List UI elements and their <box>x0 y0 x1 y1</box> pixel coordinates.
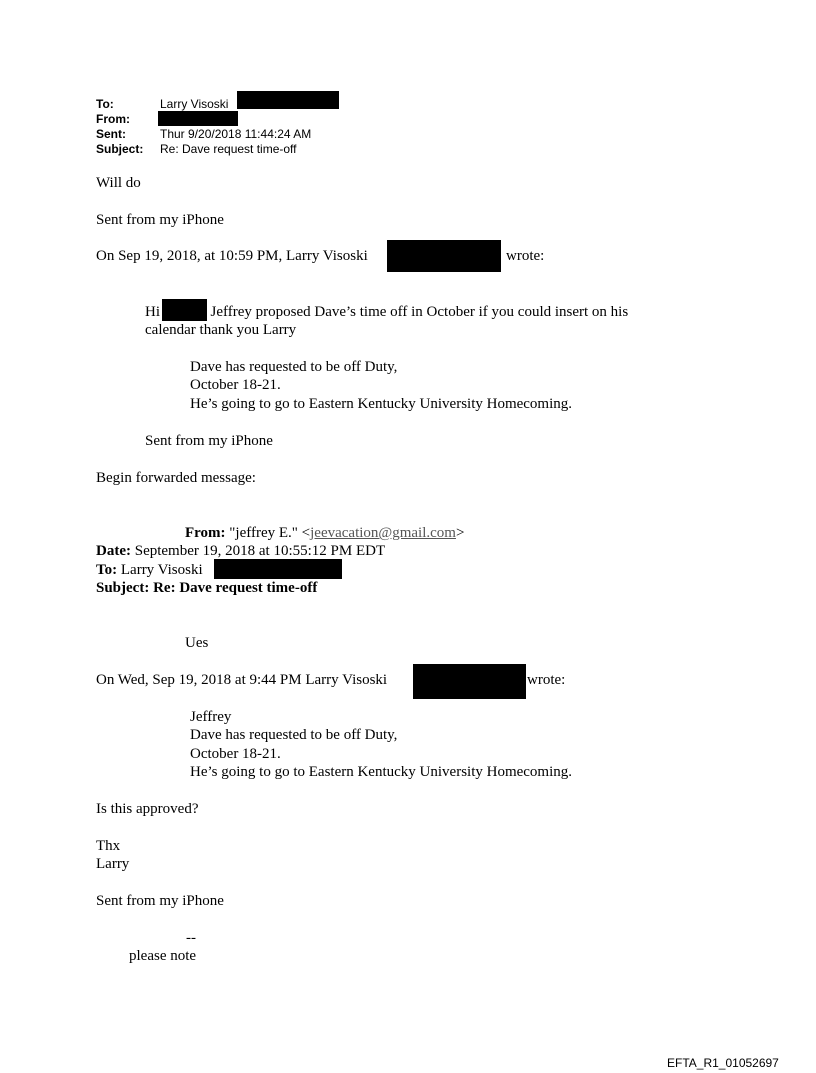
fwd-subject-label: Subject: <box>96 580 150 596</box>
signature: Sent from my iPhone <box>96 212 224 228</box>
forwarded-heading: Begin forwarded message: <box>96 470 256 486</box>
fwd-to-label: To: <box>96 562 118 578</box>
closing-name: Larry <box>96 856 130 872</box>
separator-dashes: -- <box>186 930 196 946</box>
message-text: Jeffrey <box>190 709 232 725</box>
fwd-date-value: September 19, 2018 at 10:55:12 PM EDT <box>134 543 386 559</box>
signature: Sent from my iPhone <box>145 433 273 449</box>
fwd-from-label: From: <box>185 525 226 541</box>
redaction-box <box>162 299 207 321</box>
reply-text: Ues <box>185 635 209 651</box>
request-line: Dave has requested to be off Duty, <box>190 359 398 375</box>
to-label: To: <box>96 97 114 111</box>
fwd-subject-line <box>96 579 317 597</box>
request-line: October 18-21. <box>190 746 281 762</box>
greeting: Hi <box>145 304 160 320</box>
fwd-from-value-end: > <box>455 525 465 541</box>
message-text: . Jeffrey proposed Dave’s time off in October if you could insert on his <box>203 304 629 320</box>
redaction-box <box>237 91 339 109</box>
sent-label: Sent: <box>96 127 126 141</box>
email-link[interactable]: jeevacation@gmail.com <box>310 525 456 541</box>
from-label: From: <box>96 112 130 126</box>
redaction-box <box>158 111 238 126</box>
request-line: October 18-21. <box>190 377 281 393</box>
fwd-from-line <box>185 524 464 542</box>
quote-header: On Sep 19, 2018, at 10:59 PM, Larry Visoski <box>96 248 368 264</box>
quote-header-wrote: wrote: <box>506 248 545 264</box>
question-text: Is this approved? <box>96 801 199 817</box>
fwd-to-line <box>96 561 203 579</box>
fwd-date-line <box>96 542 385 560</box>
footnote-text: please note <box>129 948 197 964</box>
fwd-date-label: Date: <box>96 543 131 559</box>
sent-value: Thur 9/20/2018 11:44:24 AM <box>160 127 312 141</box>
subject-label: Subject: <box>96 142 144 156</box>
reply-line: Will do <box>96 175 141 191</box>
fwd-to-value: Larry Visoski <box>120 562 203 578</box>
redaction-box <box>387 240 501 272</box>
fwd-subject-value: Re: Dave request time-off <box>153 580 318 596</box>
subject-value: Re: Dave request time-off <box>160 142 297 156</box>
request-line: He’s going to go to Eastern Kentucky University Homecoming. <box>190 396 573 412</box>
redaction-box <box>413 664 526 699</box>
quote-header-wrote: wrote: <box>527 672 566 688</box>
quote-header: On Wed, Sep 19, 2018 at 9:44 PM Larry Visoski <box>96 672 388 688</box>
signature: Sent from my iPhone <box>96 893 224 909</box>
request-line: He’s going to go to Eastern Kentucky University Homecoming. <box>190 764 573 780</box>
fwd-from-value: "jeffrey E." < <box>229 525 311 541</box>
message-text: calendar thank you Larry <box>145 322 297 338</box>
closing-thx: Thx <box>96 838 121 854</box>
request-line: Dave has requested to be off Duty, <box>190 727 398 743</box>
document-id: EFTA_R1_01052697 <box>667 1056 779 1070</box>
redaction-box <box>214 559 342 579</box>
to-value: Larry Visoski <box>160 97 229 111</box>
